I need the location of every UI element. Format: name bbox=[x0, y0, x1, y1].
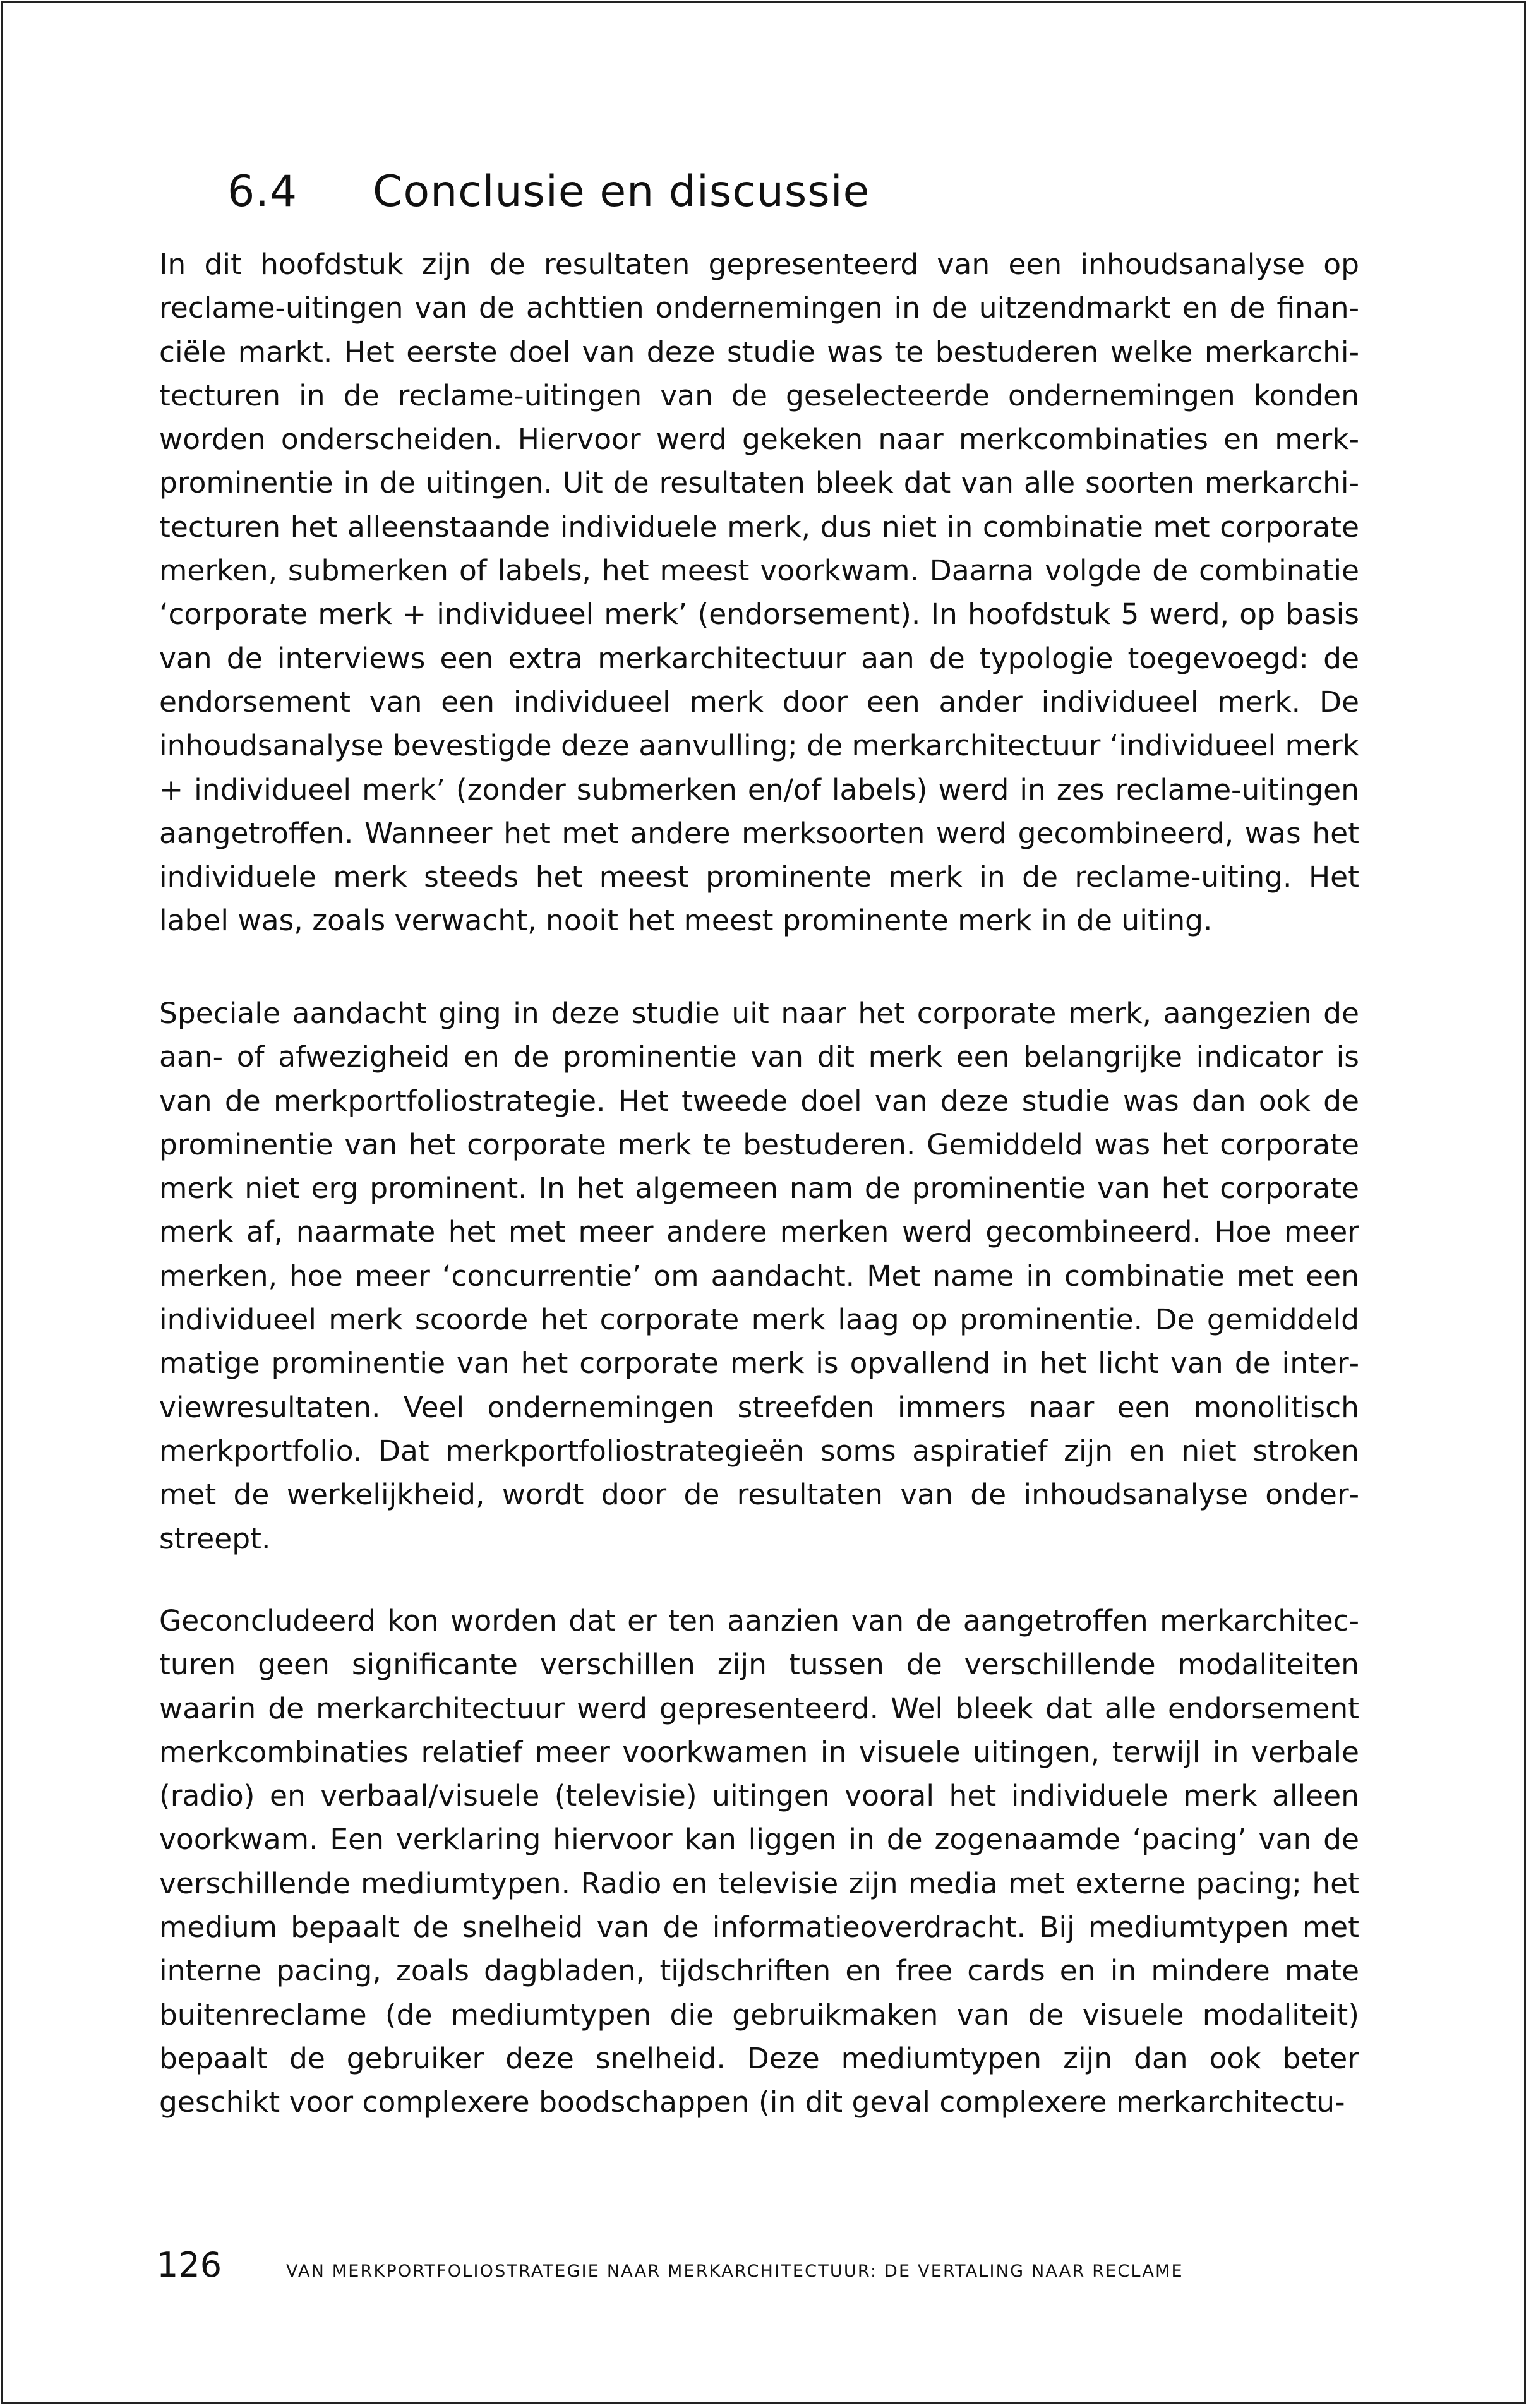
body-paragraph-1: In dit hoofdstuk zijn de resultaten gepresenteerd van een inhoudsanalyse op reclame-uitingen van de achttien ondernemingen in de uitzendmarkt en de financiële markt. Het eerste doel van deze studie was te bestuderen welke merkarchitecturen in de reclame-uitingen van de geselecteerde ondernemingen konden worden onderscheiden. Hiervoor werd gekeken naar merkcombinaties en merkprominentie in de uitingen. Uit de resultaten bleek dat van alle soorten merkarchitecturen het alleenstaande individuele merk, dus niet in combinatie met corporate merken, submerken of labels, het meest voorkwam. Daarna volgde de combinatie ‘corporate merk + individueel merk’ (endorsement). In hoofdstuk 5 werd, op basis van de interviews een extra merkarchitectuur aan de typologie toegevoegd: de endorsement van een individueel merk door een ander individueel merk. De inhoudsanalyse bevestigde deze aanvulling; de merkarchitectuur ‘individueel merk + individueel merk’ (zonder submerken en/of labels) werd in zes reclame-uitingen aangetroffen. Wanneer het met andere merksoorten werd gecombineerd, was het individuele merk steeds het meest prominente merk in de reclame-uiting. Het label was, zoals verwacht, nooit het meest prominente merk in de uiting. bbox=[159, 248, 1359, 938]
body-paragraph-2: Speciale aandacht ging in deze studie uit naar het corporate merk, aangezien de aan- of afwezigheid en de prominentie van dit merk een belangrijke indicator is van de merkportfoliostrategie. Het tweede doel van deze studie was dan ook de prominentie van het corporate merk te bestuderen. Gemiddeld was het corporate merk niet erg prominent. In het algemeen nam de prominentie van het corporate merk af, naarmate het met meer andere merken werd gecombineerd. Hoe meer merken, hoe meer ‘concurrentie’ om aandacht. Met name in combinatie met een individueel merk scoorde het corporate merk laag op prominentie. De gemiddeld matige prominentie van het corporate merk is opvallend in het licht van de interviewresultaten. Veel ondernemingen streefden immers naar een monolitisch merkportfolio. Dat merkportfoliostrategieën soms aspiratief zijn en niet stroken met de werkelijkheid, wordt door de resultaten van de inhoudsanalyse onderstreept. bbox=[159, 997, 1359, 1555]
body-paragraph-3: Geconcludeerd kon worden dat er ten aanzien van de aangetroffen merkarchitecturen geen significante verschillen zijn tussen de verschillende modaliteiten waarin de merkarchitectuur werd gepresenteerd. Wel bleek dat alle endorsement merkcombinaties relatief meer voorkwamen in visuele uitingen, terwijl in verbale (radio) en verbaal/visuele (televisie) uitingen vooral het individuele merk alleen voorkwam. Een verklaring hiervoor kan liggen in de zogenaamde ‘pacing’ van de verschillende mediumtypen. Radio en televisie zijn media met externe pacing; het medium bepaalt de snelheid van de informatieoverdracht. Bij mediumtypen met interne pacing, zoals dagbladen, tijdschriften en free cards en in mindere mate buitenreclame (de mediumtypen die gebruikmaken van de visuele modaliteit) bepaalt de gebruiker deze snelheid. Deze mediumtypen zijn dan ook beter geschikt voor complexere boodschappen (in dit geval complexere merkarchitectu- bbox=[159, 1604, 1359, 2119]
section-heading bbox=[227, 167, 870, 217]
page-footer bbox=[157, 2245, 1184, 2285]
running-title: VAN MERKPORTFOLIOSTRATEGIE NAAR MERKARCHITECTUUR: DE VERTALING NAAR RECLAME bbox=[286, 2261, 1184, 2281]
section-title: Conclusie en discussie bbox=[373, 167, 870, 217]
page-number: 126 bbox=[157, 2245, 222, 2285]
section-number: 6.4 bbox=[227, 167, 298, 217]
